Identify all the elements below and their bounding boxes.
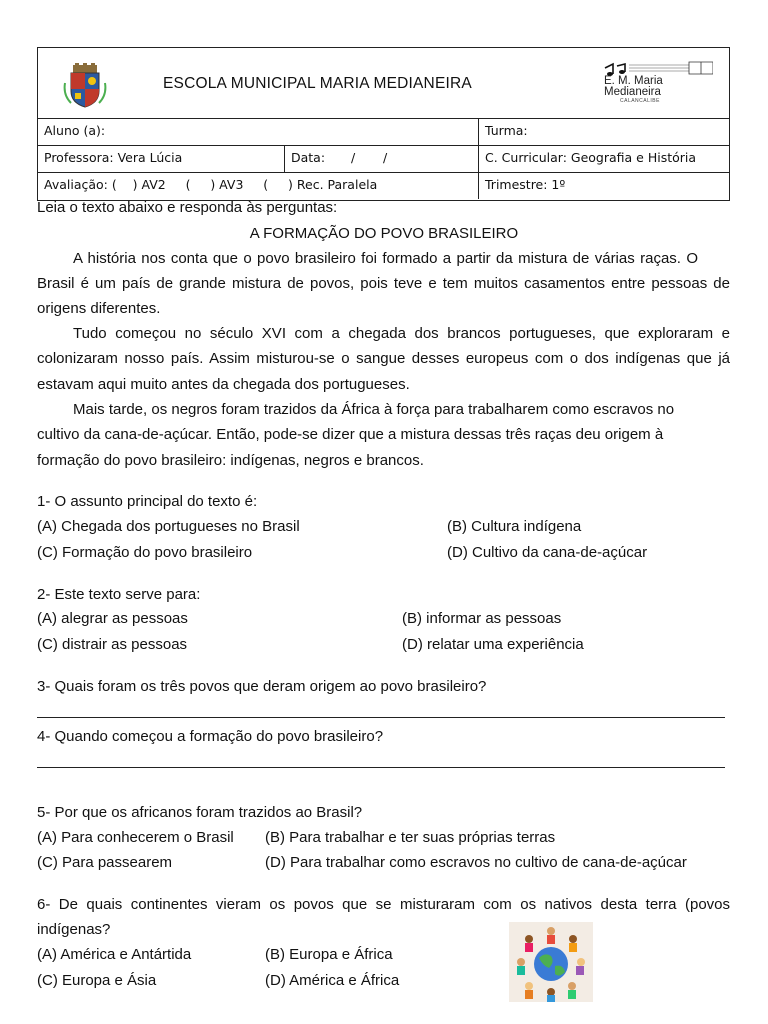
q4-prompt: 4- Quando começou a formação do povo brasileiro?	[37, 728, 384, 745]
q1-option-c[interactable]: (C) Formação do povo brasileiro	[37, 544, 253, 561]
q6-prompt-line-2: indígenas?	[37, 921, 111, 938]
header-box	[37, 47, 730, 201]
professora-field: Professora: Vera Lúcia	[44, 150, 183, 165]
date-separator-1: /	[351, 150, 356, 165]
q6-option-a[interactable]: (A) América e Antártida	[37, 946, 192, 963]
header-row-professora	[38, 145, 729, 173]
q3-answer-line[interactable]	[37, 717, 725, 718]
q6-option-b[interactable]: (B) Europa e África	[265, 946, 393, 963]
q5-option-c[interactable]: (C) Para passearem	[37, 854, 173, 871]
aluno-field[interactable]: Aluno (a):	[44, 123, 106, 138]
avaliacao-field[interactable]: Avaliação: ( ) AV2 ( ) AV3 ( ) Rec. Paralela	[44, 177, 378, 192]
data-field[interactable]	[284, 145, 478, 172]
header-top	[38, 48, 729, 119]
q1-option-d[interactable]: (D) Cultivo da cana-de-açúcar	[447, 544, 648, 561]
p2-line-2: colonizaram nosso país. Assim misturou-se o sangue desses europeus com o dos indígenas que já	[37, 350, 730, 367]
q5-option-b[interactable]: (B) Para trabalhar e ter suas próprias terras	[265, 829, 556, 846]
school-name: ESCOLA MUNICIPAL MARIA MEDIANEIRA	[163, 75, 472, 92]
instruction: Leia o texto abaixo e responda às perguntas:	[37, 199, 338, 216]
q2-option-a[interactable]: (A) alegrar as pessoas	[37, 610, 188, 627]
text-title: A FORMAÇÃO DO POVO BRASILEIRO	[249, 225, 519, 242]
q4-answer-line[interactable]	[37, 767, 725, 768]
header-row-avaliacao	[38, 172, 729, 199]
p3-line-2: cultivo da cana-de-açúcar. Então, pode-se dizer que a mistura dessas três raças deu origem à	[37, 426, 664, 443]
data-label: Data:	[291, 150, 326, 165]
q5-option-a[interactable]: (A) Para conhecerem o Brasil	[37, 829, 234, 846]
date-separator-2: /	[383, 150, 388, 165]
q5-option-d[interactable]: (D) Para trabalhar como escravos no cultivo de cana-de-açúcar	[265, 854, 687, 871]
p2-line-1: Tudo começou no século XVI com a chegada dos brancos portugueses, que exploraram e	[73, 325, 730, 342]
q1-option-b[interactable]: (B) Cultura indígena	[447, 518, 582, 535]
q2-option-c[interactable]: (C) distrair as pessoas	[37, 636, 188, 653]
logo-line-1: E. M. Maria	[604, 75, 663, 87]
logo-line-2: Medianeira	[604, 86, 661, 98]
p1-line-1: A história nos conta que o povo brasileiro foi formado a partir da mistura de várias raças. O	[73, 250, 698, 267]
q2-option-d[interactable]: (D) relatar uma experiência	[402, 636, 584, 653]
q1-option-a[interactable]: (A) Chegada dos portugueses no Brasil	[37, 518, 300, 535]
q2-prompt: 2- Este texto serve para:	[37, 586, 201, 603]
children-around-globe-icon	[509, 922, 593, 1002]
p3-line-1: Mais tarde, os negros foram trazidos da África à força para trabalharem como escravos no	[73, 401, 675, 418]
p1-line-2: Brasil é um país de grande mistura de povos, pois teve e tem muitos casamentos entre pessoas de	[37, 275, 730, 292]
q3-prompt: 3- Quais foram os três povos que deram origem ao povo brasileiro?	[37, 678, 487, 695]
turma-field[interactable]: Turma:	[478, 118, 731, 145]
municipal-crest-icon	[62, 63, 108, 109]
p3-line-3: formação do povo brasileiro: indígenas, negros e brancos.	[37, 452, 424, 469]
q5-prompt: 5- Por que os africanos foram trazidos ao Brasil?	[37, 804, 363, 821]
q6-option-c[interactable]: (C) Europa e Ásia	[37, 972, 157, 989]
header-row-aluno	[38, 118, 729, 146]
componente-curricular: C. Curricular: Geografia e História	[478, 145, 731, 172]
school-logo-text	[604, 76, 663, 98]
q2-option-b[interactable]: (B) informar as pessoas	[402, 610, 562, 627]
q6-option-d[interactable]: (D) América e África	[265, 972, 400, 989]
p1-line-3: origens diferentes.	[37, 300, 161, 317]
trimestre-field: Trimestre: 1º	[478, 172, 731, 199]
q1-prompt: 1- O assunto principal do texto é:	[37, 493, 258, 510]
logo-subtitle: CALANCALIBE	[620, 98, 660, 104]
q6-prompt-line-1: 6- De quais continentes vieram os povos que se misturaram com os nativos desta terra (povos	[37, 896, 730, 913]
p2-line-3: estavam aqui muito antes da chegada dos portugueses.	[37, 376, 410, 393]
